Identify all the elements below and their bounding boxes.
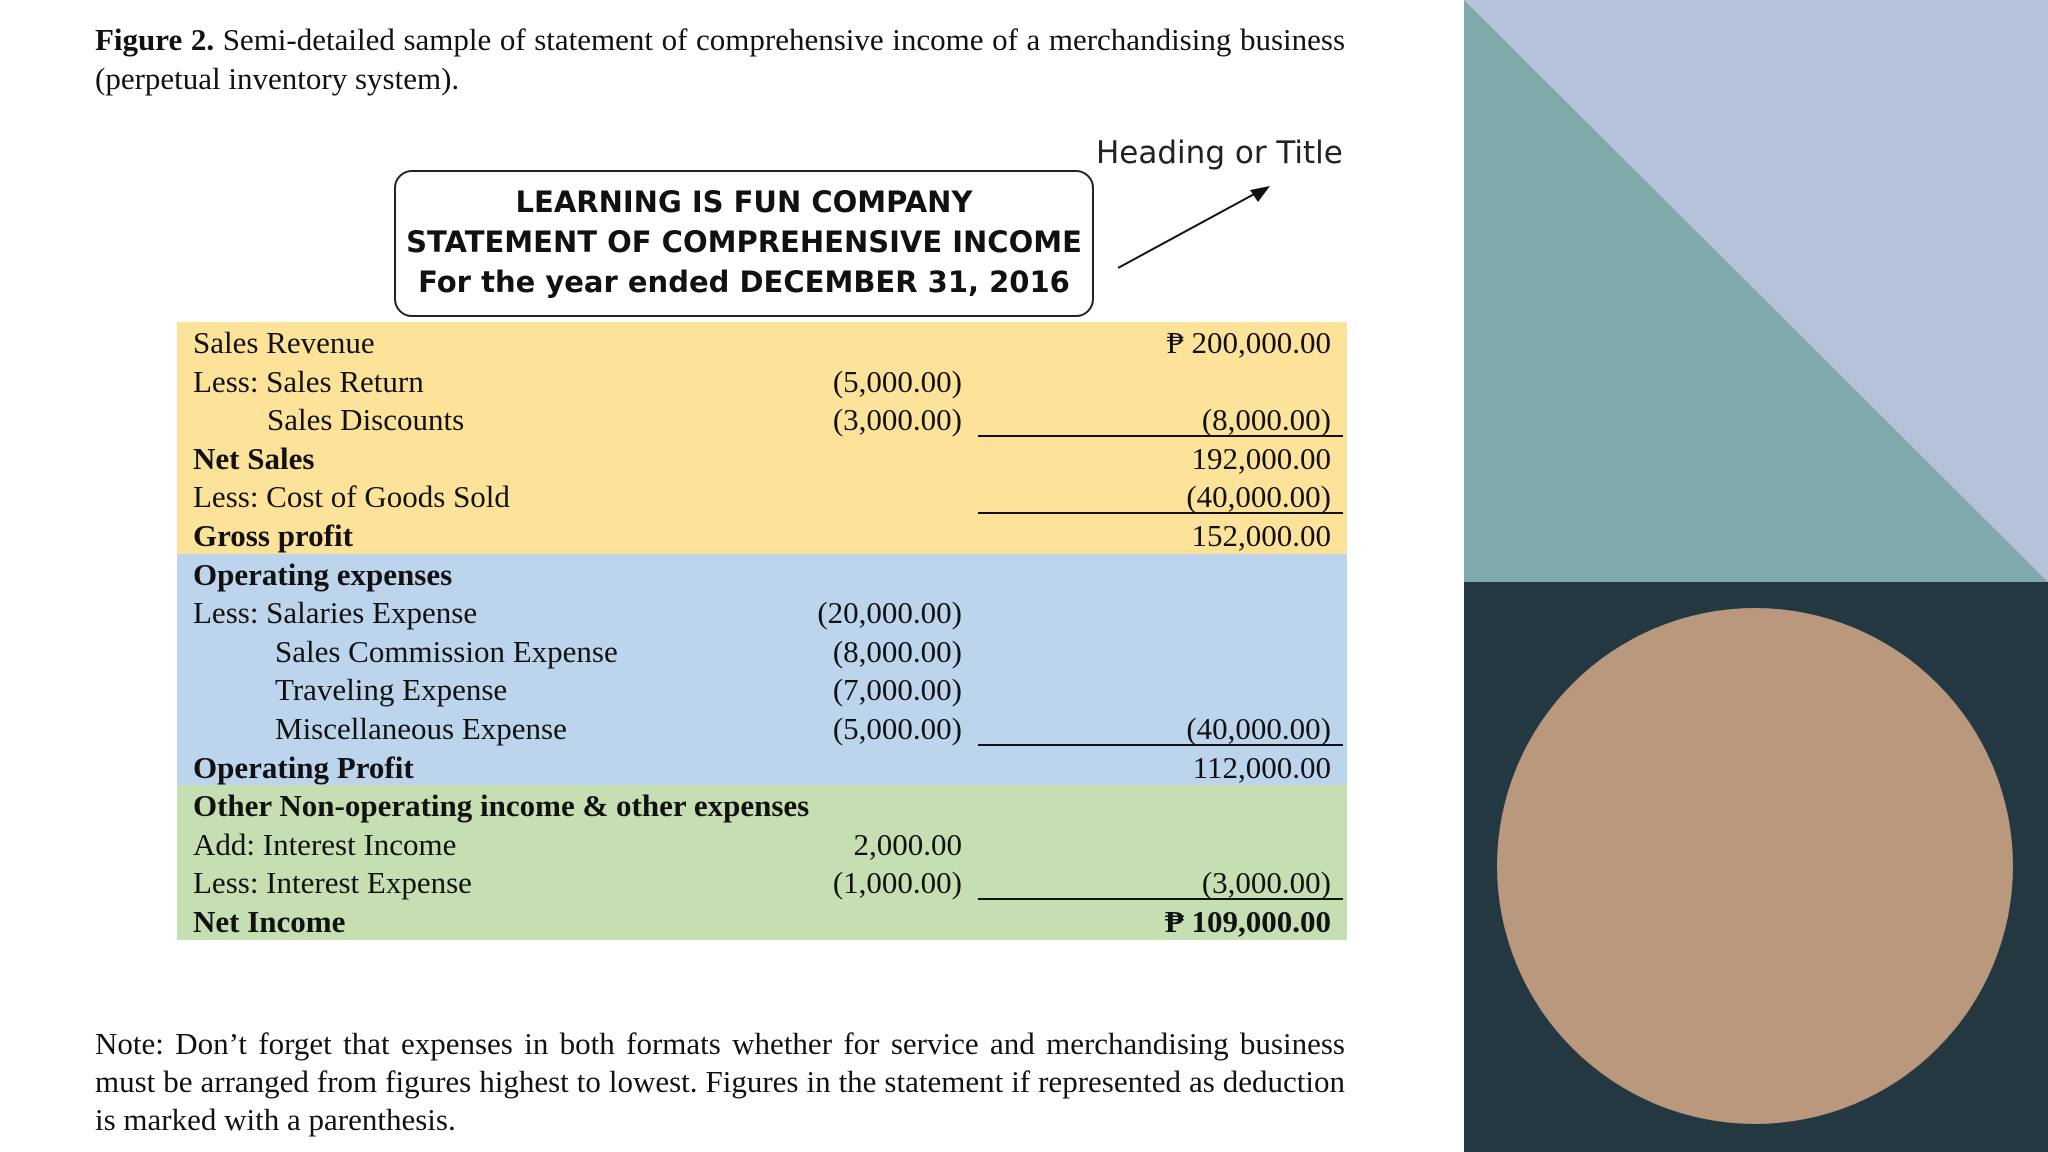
- tan-circle: [1497, 608, 2013, 1124]
- row-label: Other Non-operating income & other expenses: [193, 788, 810, 824]
- statement-row: [177, 322, 1347, 361]
- statement-row: [177, 399, 1347, 438]
- statement-row: [177, 438, 1347, 477]
- statement-row: [177, 515, 1347, 554]
- figure-caption: [95, 20, 1345, 98]
- row-label: Sales Revenue: [193, 325, 375, 360]
- statement-row: [177, 476, 1347, 515]
- row-detail-amount: (20,000.00): [817, 595, 962, 631]
- statement-heading: [394, 170, 1094, 317]
- company-name: LEARNING IS FUN COMPANY: [515, 185, 973, 219]
- row-total: (40,000.00): [1186, 479, 1331, 515]
- statement-row: [177, 592, 1347, 631]
- income-statement: [177, 322, 1347, 940]
- row-detail-amount: (8,000.00): [832, 633, 962, 669]
- revenue-section: [177, 322, 1347, 554]
- row-detail-amount: (5,000.00): [832, 363, 962, 399]
- statement-row: [177, 554, 1347, 593]
- statement-row: [177, 862, 1347, 901]
- statement-row: [177, 631, 1347, 670]
- row-detail-amount: (3,000.00): [832, 402, 962, 438]
- statement-row: [177, 669, 1347, 708]
- decorative-panel: [1464, 0, 2048, 1152]
- row-total: 192,000.00: [1191, 440, 1331, 476]
- row-total: (8,000.00): [1201, 402, 1331, 438]
- row-label: Less: Sales Return: [193, 363, 424, 399]
- statement-row: [177, 901, 1347, 940]
- row-label: Less: Salaries Expense: [193, 595, 478, 631]
- row-label: Gross profit: [193, 517, 353, 553]
- row-label: Operating Profit: [193, 749, 414, 785]
- figure-label: Figure 2.: [95, 22, 215, 57]
- callout-arrow-icon: [1110, 180, 1280, 280]
- row-total: 152,000.00: [1191, 517, 1331, 553]
- row-total: (40,000.00): [1186, 710, 1331, 746]
- row-detail-amount: (7,000.00): [832, 672, 962, 708]
- row-total: ₱ 109,000.00: [1164, 903, 1331, 939]
- statement-row: [177, 824, 1347, 863]
- row-detail-amount: (5,000.00): [832, 710, 962, 746]
- row-label: Net Income: [193, 903, 346, 939]
- row-total: 112,000.00: [1192, 749, 1331, 785]
- row-label: Net Sales: [193, 440, 315, 476]
- row-label: Operating expenses: [193, 556, 453, 592]
- statement-row: [177, 708, 1347, 747]
- row-label: Sales Discounts: [267, 402, 465, 438]
- note-paragraph: Note: Don’t forget that expenses in both formats whether for service and merchandising business must be arranged from figures highest to lowest. Figures in the statement if represented as deduction is marked with a parenthesis.: [95, 1026, 1345, 1137]
- statement-row: [177, 747, 1347, 786]
- statement-title: STATEMENT OF COMPREHENSIVE INCOME: [406, 225, 1082, 259]
- row-total: (3,000.00): [1201, 865, 1331, 901]
- statement-row: [177, 361, 1347, 400]
- row-total: ₱ 200,000.00: [1166, 325, 1331, 360]
- decorative-shapes: [1464, 0, 2048, 1152]
- row-label: Add: Interest Income: [193, 826, 457, 862]
- statement-period: For the year ended DECEMBER 31, 2016: [418, 265, 1070, 299]
- row-label: Sales Commission Expense: [275, 633, 618, 669]
- figure-caption-text: Semi-detailed sample of statement of comprehensive income of a merchandising business (perpetual inventory system).: [95, 22, 1346, 96]
- row-label: Miscellaneous Expense: [275, 710, 567, 746]
- row-label: Traveling Expense: [275, 672, 508, 708]
- row-detail-amount: 2,000.00: [853, 826, 962, 862]
- row-detail-amount: (1,000.00): [832, 865, 962, 901]
- heading-callout-label: Heading or Title: [1096, 135, 1343, 171]
- row-label: Less: Cost of Goods Sold: [193, 479, 510, 515]
- row-label: Less: Interest Expense: [193, 865, 472, 901]
- expenses-section: [177, 554, 1347, 786]
- other-income-section: [177, 785, 1347, 939]
- statement-row: [177, 785, 1347, 824]
